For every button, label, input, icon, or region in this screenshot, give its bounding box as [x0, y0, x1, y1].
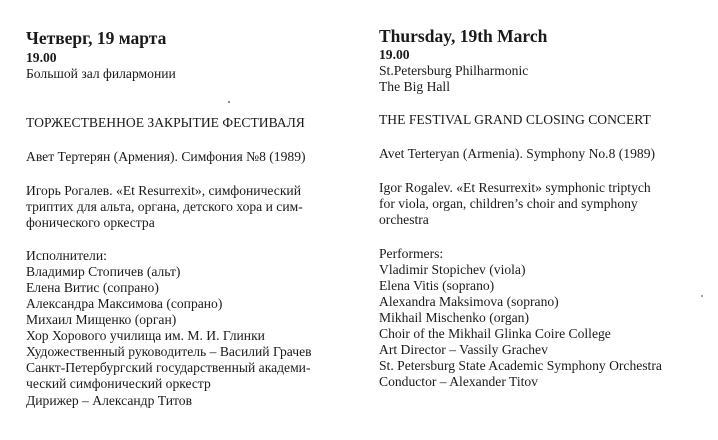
ru-work2-line: фонического оркестра	[26, 215, 155, 230]
en-performer-line: Vladimir Stopichev (viola)	[379, 262, 526, 277]
en-work2-line: for viola, organ, children’s choir and symphony	[379, 196, 638, 211]
ru-time: 19.00	[26, 50, 57, 65]
speck-mark	[228, 101, 230, 103]
ru-performer-line: Дирижер – Александр Титов	[26, 393, 192, 408]
ru-performer-line: Художественный руководитель – Василий Грачев	[26, 344, 312, 359]
speck-mark	[701, 295, 703, 297]
ru-performer-line: Владимир Стопичев (альт)	[26, 264, 181, 279]
ru-work2-line: триптих для альта, органа, детского хора и сим-	[26, 199, 303, 214]
en-performer-line: Alexandra Maksimova (soprano)	[379, 294, 559, 309]
ru-venue-line: Большой зал филармонии	[26, 66, 176, 81]
ru-performer-line: Александра Максимова (сопрано)	[26, 296, 223, 311]
ru-date-heading: Четверг, 19 марта	[26, 28, 167, 48]
en-work2-line: Igor Rogalev. «Et Resurrexit» symphonic triptych	[379, 180, 651, 195]
en-venue-line: St.Petersburg Philharmonic	[379, 63, 529, 78]
en-performer-line: Elena Vitis (soprano)	[379, 278, 495, 293]
en-venue-line: The Big Hall	[379, 79, 450, 94]
en-performer-line: Art Director – Vassily Grachev	[379, 342, 548, 357]
en-concert-title: THE FESTIVAL GRAND CLOSING CONCERT	[379, 112, 651, 127]
ru-concert-title: ТОРЖЕСТВЕННОЕ ЗАКРЫТИЕ ФЕСТИВАЛЯ	[26, 115, 305, 130]
en-performer-line: Choir of the Mikhail Glinka Coire College	[379, 326, 611, 341]
en-work1-line: Avet Terteryan (Armenia). Symphony No.8 (1989)	[379, 146, 656, 161]
ru-work1-line: Авет Тертерян (Армения). Симфония №8 (1989)	[26, 149, 306, 164]
ru-performers-heading: Исполнители:	[26, 248, 107, 263]
en-performer-line: Conductor – Alexander Titov	[379, 374, 538, 389]
ru-performer-line: Санкт-Петербургский государственный академи-	[26, 360, 311, 375]
en-work2-line: orchestra	[379, 212, 429, 227]
en-time: 19.00	[379, 47, 410, 62]
ru-work2-line: Игорь Рогалев. «Et Resurrexit», симфонический	[26, 183, 301, 198]
en-performer-line: St. Petersburg State Academic Symphony Orchestra	[379, 358, 662, 373]
ru-performer-line: Михаил Мищенко (орган)	[26, 312, 177, 327]
en-date-heading: Thursday, 19th March	[379, 26, 548, 46]
en-performers-heading: Performers:	[379, 246, 444, 261]
en-performer-line: Mikhail Mischenko (organ)	[379, 310, 530, 325]
ru-performer-line: Елена Витис (сопрано)	[26, 280, 159, 295]
ru-performer-line: Хор Хорового училища им. М. И. Глинки	[26, 328, 265, 343]
ru-performer-line: ческий симфонический оркестр	[26, 376, 211, 391]
